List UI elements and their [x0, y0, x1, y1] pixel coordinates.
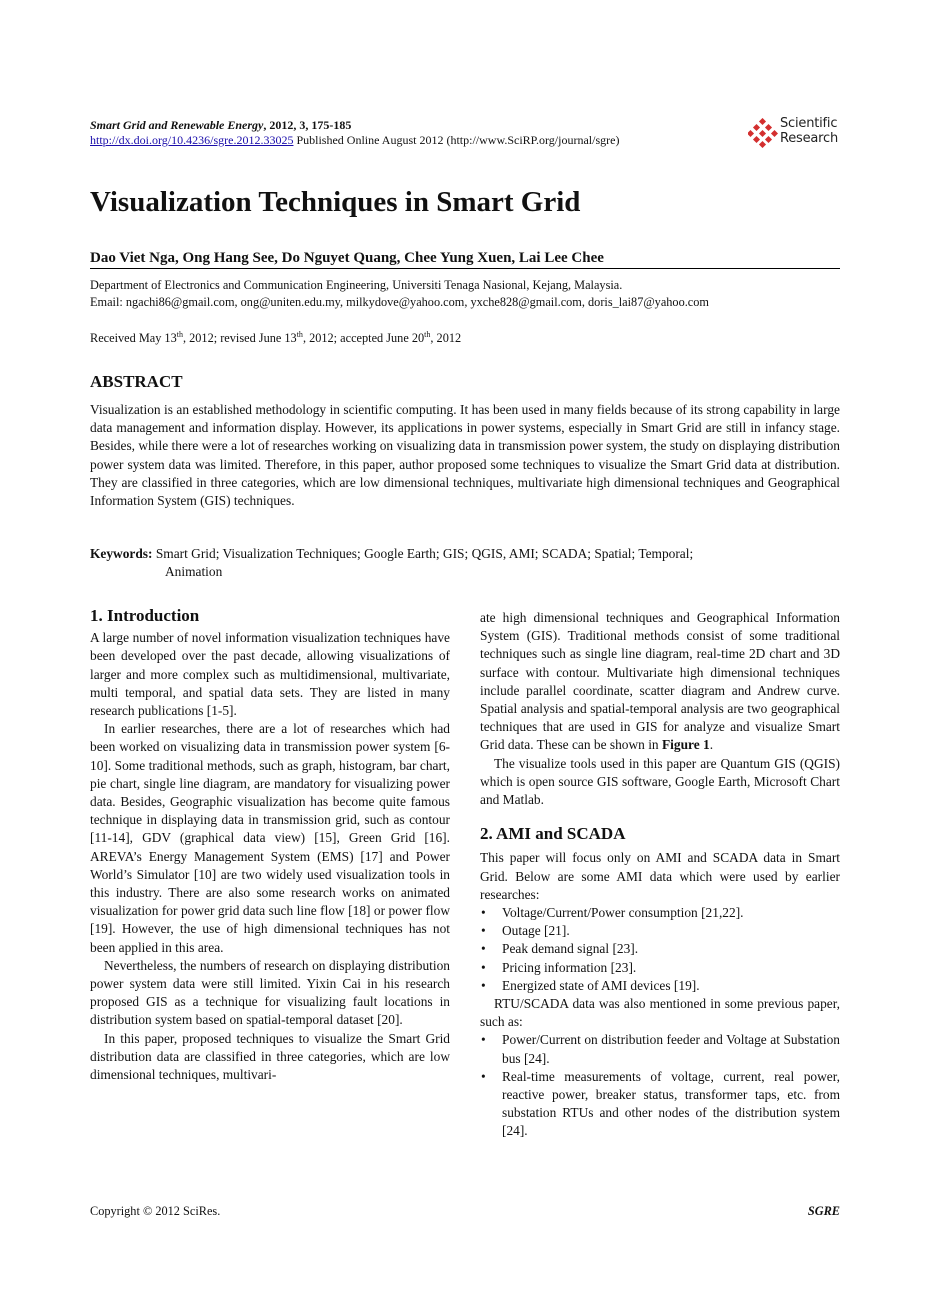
received-sup: th [176, 330, 183, 339]
accepted-sup: th [424, 330, 431, 339]
journal-citation [90, 117, 351, 133]
journal-abbreviation: SGRE [807, 1204, 840, 1218]
doi-link[interactable]: http://dx.doi.org/10.4236/sgre.2012.33025 [90, 133, 294, 147]
keywords-line2: Animation [165, 564, 223, 580]
ami-paragraph: This paper will focus only on AMI and SCADA data in Smart Grid. Below are some AMI data which were used by earlier researches: [480, 850, 840, 902]
ami-data-list [480, 904, 840, 995]
publisher-logo-icon [748, 118, 778, 148]
bullet-icon: • [481, 923, 486, 939]
list-item [480, 959, 840, 977]
list-item [480, 1068, 840, 1141]
scientific-research-logo [748, 116, 848, 150]
received-dates [90, 326, 461, 347]
revised-sup: th [296, 330, 303, 339]
paper-title: Visualization Techniques in Smart Grid [90, 186, 581, 218]
intro-paragraph-4: In this paper, proposed techniques to visualize the Smart Grid distribution data are classified in three categories, which are low dimensional techniques, multivari- [90, 1030, 450, 1083]
list-item-text: Outage [21]. [502, 923, 570, 939]
list-item-text: Power/Current on distribution feeder and Voltage at Substation bus [24]. [502, 1032, 840, 1066]
right-column [480, 609, 840, 1141]
abstract-heading: ABSTRACT [90, 372, 183, 391]
figure-reference: Figure 1 [661, 737, 710, 753]
bullet-icon: • [481, 1068, 486, 1084]
journal-name: Smart Grid and Renewable Energy [90, 118, 264, 132]
intro-paragraph-5: The visualize tools used in this paper are Quantum GIS (QGIS) which is open source GIS software, Google Earth, Microsoft Chart and Matlab. [480, 755, 840, 808]
journal-volume-info: , 2012, 3, 175-185 [263, 118, 352, 132]
revised-text: , 2012; revised June 13 [182, 331, 297, 346]
bullet-icon: • [481, 959, 486, 975]
section-heading-ami-scada: 2. AMI and SCADA [480, 824, 626, 844]
intro-paragraph-4-continued [480, 609, 840, 755]
author-list: Dao Viet Nga, Ong Hang See, Do Nguyet Quang, Chee Yung Xuen, Lai Lee Chee [90, 250, 604, 266]
keywords-block [90, 545, 840, 581]
bullet-icon: • [481, 977, 486, 993]
affiliation: Department of Electronics and Communication Engineering, Universiti Tenaga Nasional, Kejang, Malaysia. [90, 278, 623, 292]
copyright-notice: Copyright © 2012 SciRes. [90, 1204, 221, 1218]
list-item [480, 1031, 840, 1067]
keywords-line1: Smart Grid; Visualization Techniques; Google Earth; GIS; QGIS, AMI; SCADA; Spatial; Temporal; [152, 546, 694, 561]
list-item [480, 904, 840, 922]
rtu-paragraph: RTU/SCADA data was also mentioned in some previous paper, such as: [480, 996, 840, 1030]
logo-text [780, 116, 838, 146]
list-item-text: Pricing information [23]. [502, 959, 637, 975]
list-item [480, 922, 840, 940]
published-online-text: Published Online August 2012 (http://www.SciRP.org/journal/sgre) [293, 133, 620, 147]
list-item [480, 977, 840, 995]
intro-continued-end: . [709, 737, 714, 753]
left-column [90, 607, 450, 1084]
list-item-text: Energized state of AMI devices [19]. [502, 977, 700, 993]
list-item-text: Real-time measurements of voltage, current, real power, reactive power, breaker status, transformer taps, etc. from substation RTUs and other nodes of the distribution system [24]. [502, 1068, 840, 1139]
intro-paragraph-2: In earlier researches, there are a lot of researches which had been worked on visualizing data in transmission power system [6-10]. Some traditional methods, such as graph, histogram, bar chart, pie chart, single line diagram, are mandatory for visualizing power data. Besides, Geographic visualization has become quite famous technique in displaying data in transmission grid, such as contour [11-14], GDV (graphical data view) [15], Green Grid [16]. AREVA’s Energy Management System (EMS) [17] and Power World’s Simulator [10] are two widely used visualization tools in this industry. There are also some research works on animated visualization for power grid data such line flow [18] or power flow [19]. However, the use of high dimensional techniques has not been applied in this area. [90, 721, 450, 955]
intro-paragraph-1: A large number of novel information visualization techniques have been developed over the past decade, allowing visualizations of larger and more complex such as multidimensional, multivariate, multi temporal, and spatial data sets. They are listed in many research publications [1-5]. [90, 630, 450, 719]
accepted-text: , 2012; accepted June 20 [302, 331, 425, 346]
logo-text-line2: Research [780, 131, 839, 146]
section-heading-introduction: 1. Introduction [90, 606, 200, 625]
keywords-label: Keywords: [90, 546, 153, 561]
intro-paragraph-3: Nevertheless, the numbers of research on displaying distribution power system data were still limited. Yixin Cai in his research proposed GIS as a technique for visualizing fault locations in distribution system based on spatial-temporal dataset [20]. [90, 957, 450, 1028]
received-text: Received May 13 [90, 331, 177, 346]
doi-line [90, 132, 619, 148]
list-item-text: Voltage/Current/Power consumption [21,22]. [502, 905, 744, 921]
title-divider [90, 268, 840, 269]
logo-text-line1: Scientific [780, 116, 838, 131]
abstract-text: Visualization is an established methodology in scientific computing. It has been used in many fields because of its strong capability in large data management and information display. However, its applications in power systems, especially in Smart Grid are still in infancy stage. Besides, while there were a lot of researches working on visualizing data in transmission power system, the study on displaying distribution power system data was limited. Therefore, in this paper, author proposed some techniques to visualize the Smart Grid data at distribution. They are classified in three categories, which are low dimensional techniques, multivariate high dimensional techniques and Geographical Information System (GIS) techniques. [90, 402, 840, 509]
list-item-text: Peak demand signal [23]. [502, 941, 639, 957]
bullet-icon: • [481, 941, 486, 957]
bullet-icon: • [481, 1032, 486, 1048]
list-item [480, 940, 840, 958]
email-list: Email: ngachi86@gmail.com, ong@uniten.edu.my, milkydove@yahoo.com, yxche828@gmail.com, doris_lai87@yahoo.com [90, 295, 709, 309]
rtu-data-list [480, 1031, 840, 1140]
bullet-icon: • [481, 905, 486, 921]
intro-continued-text: ate high dimensional techniques and Geographical Information System (GIS). Traditional methods consist of some traditional techniques such as single line diagram, real-time 2D chart and 3D surface with contour. Multivariate high dimensional techniques include parallel coordinate, scatter diagram and Andrew curve. Spatial analysis and spatial-temporal analysis are two geographical techniques that are used in GIS for analyze and visualize Smart Grid data. These can be shown in [480, 610, 840, 753]
received-year-text: , 2012 [430, 331, 462, 346]
affiliation-block [90, 277, 709, 311]
